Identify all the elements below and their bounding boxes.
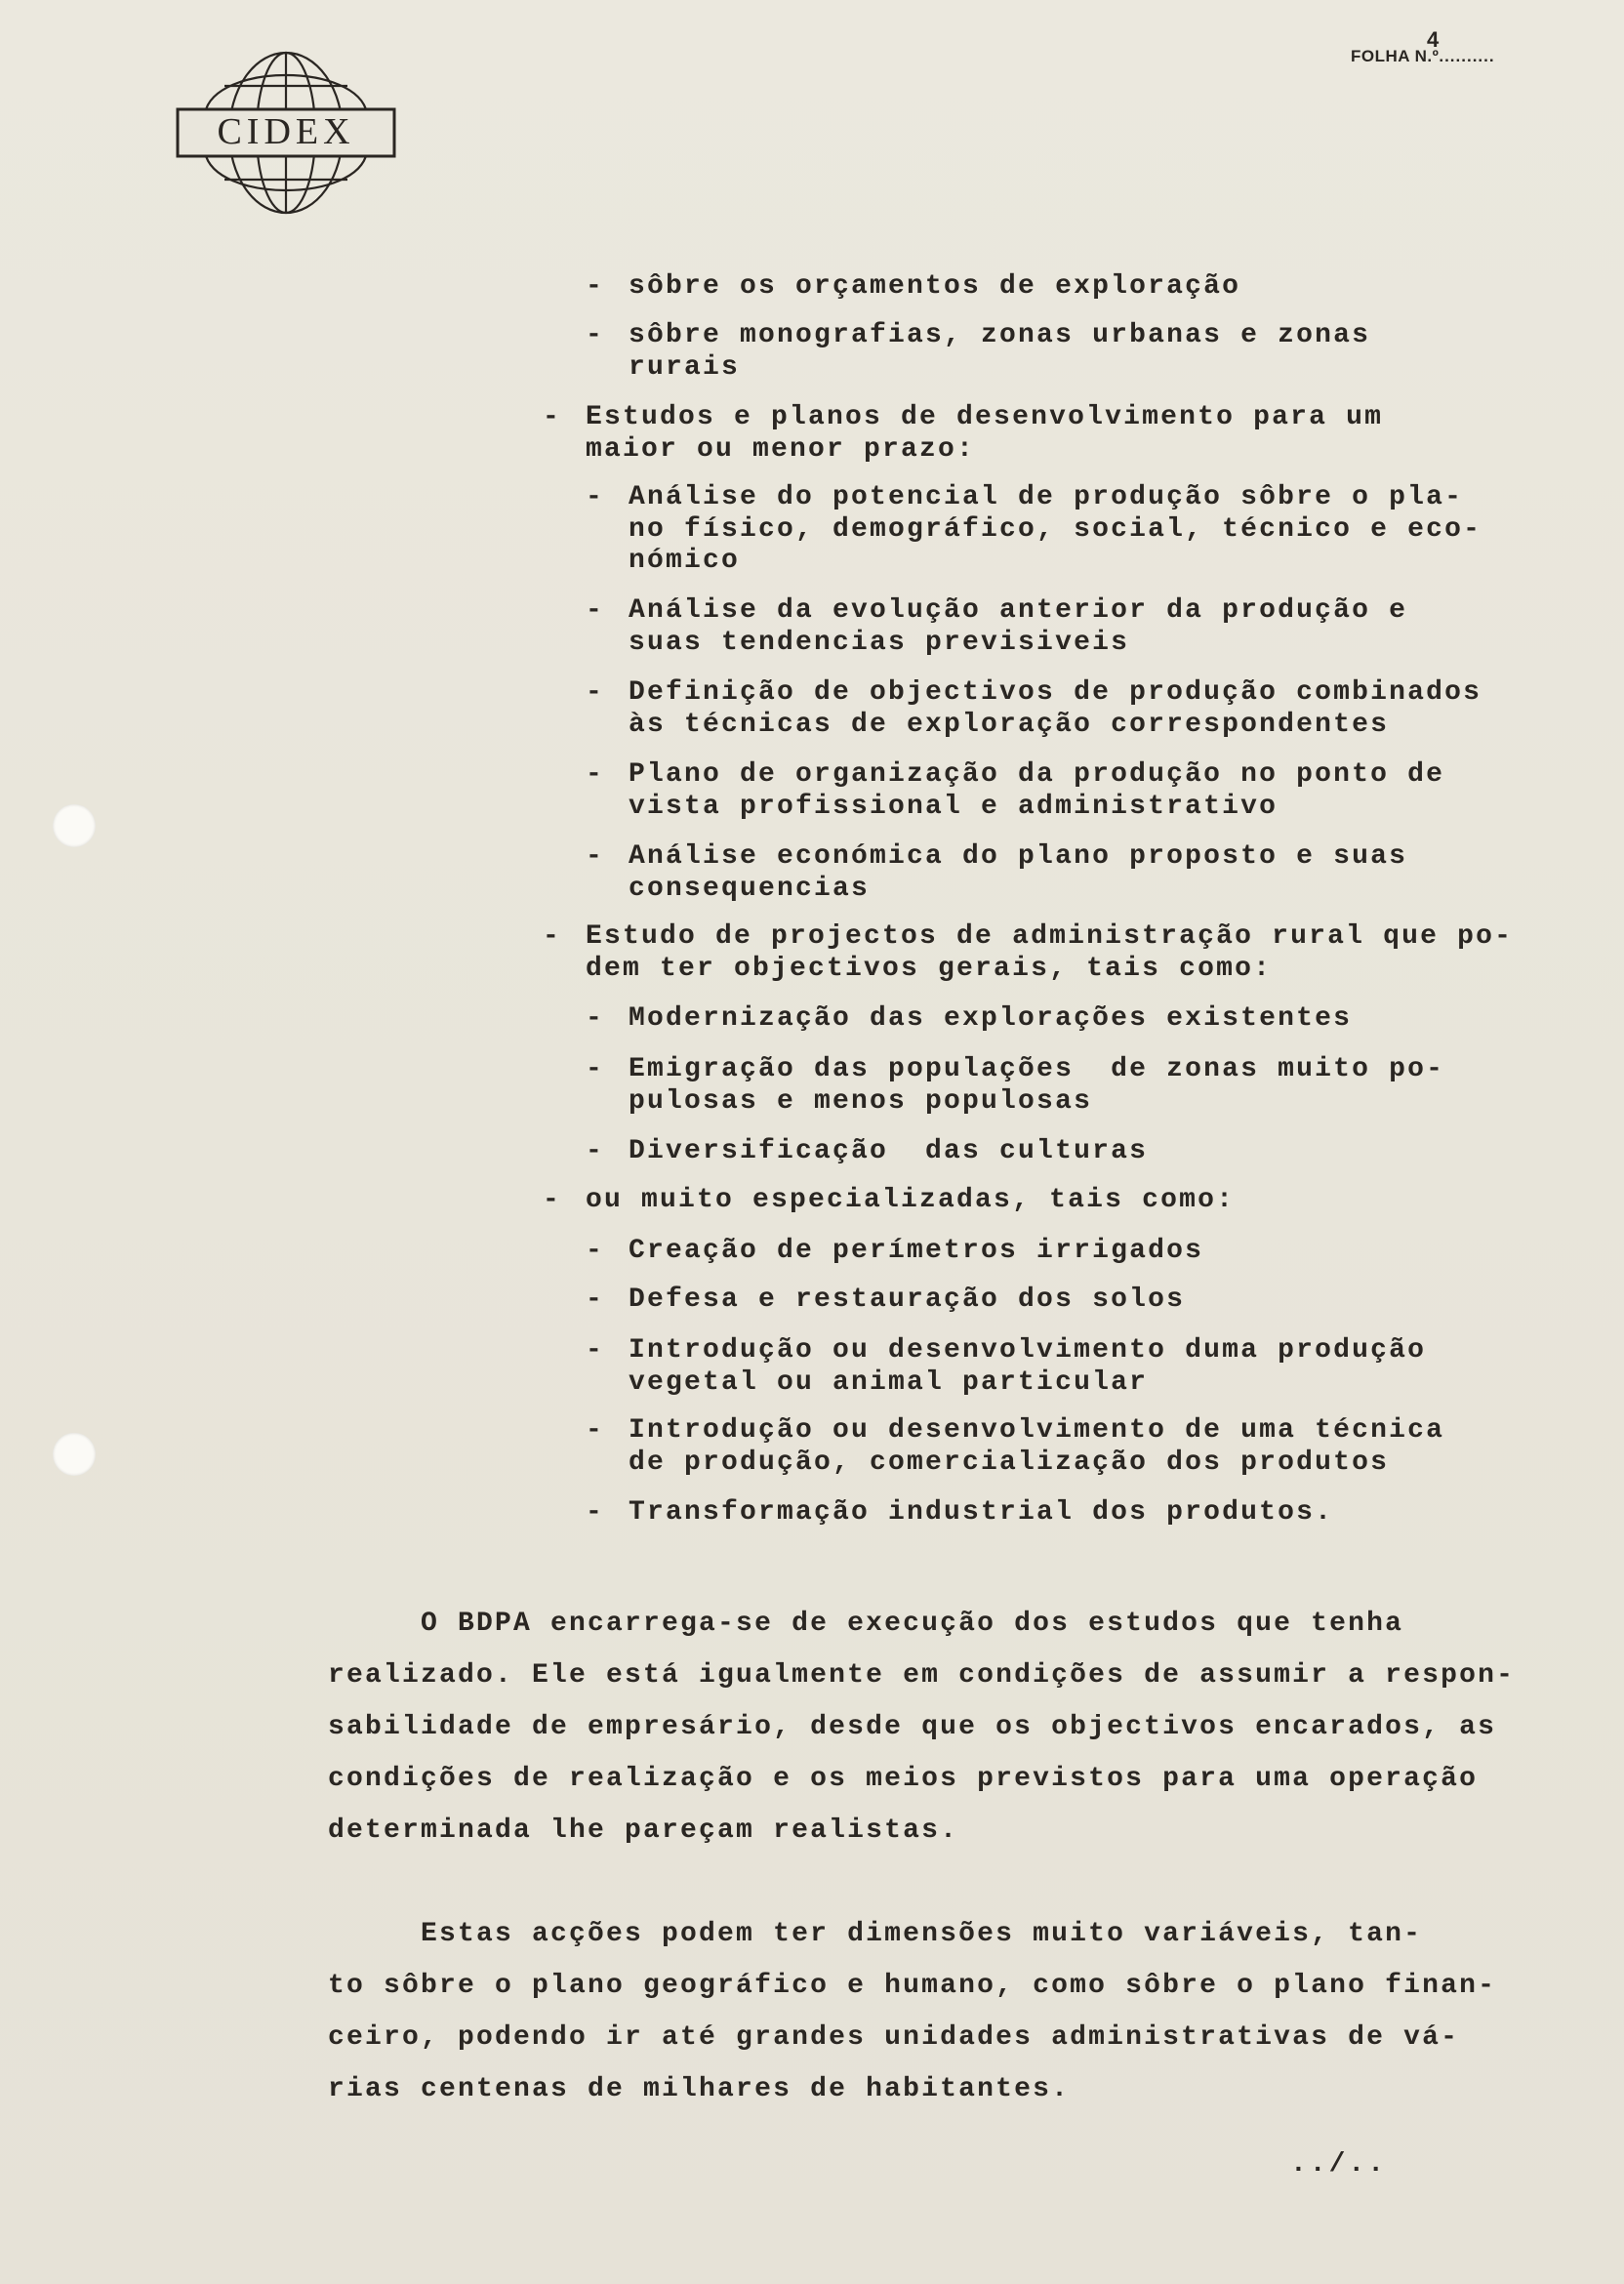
list-item-line: maior ou menor prazo: [586, 433, 976, 465]
list-item-line: Introdução ou desenvolvimento duma produção [629, 1335, 1427, 1366]
bullet-dash: - [586, 1003, 602, 1034]
list-item-line: rurais [629, 351, 741, 383]
list-item-line: consequencias [629, 873, 871, 904]
list-item-line: Análise económica do plano proposto e suas [629, 841, 1408, 872]
list-item-line: nómico [629, 546, 741, 576]
bullet-dash: - [586, 1497, 602, 1528]
page-number: 4 [1427, 27, 1440, 52]
bullet-dash: - [586, 320, 602, 350]
bullet-dash: - [586, 841, 602, 872]
list-item-line: Introdução ou desenvolvimento de uma técnica [629, 1415, 1445, 1446]
paragraph-line: O BDPA encarrega-se de execução dos estudos que tenha [328, 1609, 1404, 1639]
bullet-dash: - [586, 595, 602, 626]
bullet-dash: - [586, 271, 602, 302]
list-item-line: Análise da evolução anterior da produção e [629, 595, 1408, 626]
continuation-mark: ../.. [1290, 2149, 1388, 2180]
bullet-dash: - [586, 1136, 602, 1166]
bullet-dash: - [586, 759, 602, 790]
punch-hole-bottom [53, 1433, 96, 1476]
list-item-line: Transformação industrial dos produtos. [629, 1497, 1334, 1528]
bullet-dash: - [586, 1054, 602, 1084]
list-item-line: sôbre monografias, zonas urbanas e zonas [629, 320, 1371, 350]
bullet-dash: - [543, 402, 559, 432]
bullet-dash: - [586, 1415, 602, 1446]
punch-hole-top [53, 804, 96, 847]
paragraph-line: realizado. Ele está igualmente em condições de assumir a respon- [328, 1660, 1516, 1691]
list-item-line: Creação de perímetros irrigados [629, 1236, 1204, 1266]
list-item-line: Estudos e planos de desenvolvimento para um [586, 402, 1384, 432]
list-item-line: pulosas e menos populosas [629, 1085, 1093, 1117]
bullet-dash: - [586, 1335, 602, 1366]
paragraph-line: to sôbre o plano geográfico e humano, como sôbre o plano finan- [328, 1971, 1497, 2001]
list-item-line: Plano de organização da produção no ponto de [629, 759, 1445, 790]
list-item-line: Análise do potencial de produção sôbre o pla- [629, 482, 1464, 512]
folha-label: FOLHA N.º [1351, 47, 1440, 65]
cidex-logo [176, 43, 396, 215]
bullet-dash: - [543, 921, 559, 952]
paragraph-line: sabilidade de empresário, desde que os objectivos encarados, as [328, 1712, 1497, 1742]
list-item-line: vegetal ou animal particular [629, 1366, 1149, 1398]
list-item-line: ou muito especializadas, tais como: [586, 1185, 1236, 1215]
list-item-line: às técnicas de exploração correspondentes [629, 709, 1390, 740]
bullet-dash: - [586, 677, 602, 708]
folha-dots: .......... [1439, 47, 1495, 65]
bullet-dash: - [543, 1185, 559, 1215]
list-item-line: vista profissional e administrativo [629, 791, 1279, 822]
paragraph-line: determinada lhe pareçam realistas. [328, 1815, 959, 1846]
paragraph-line: ceiro, podendo ir até grandes unidades administrativas de vá- [328, 2022, 1460, 2053]
list-item-line: suas tendencias previsiveis [629, 627, 1130, 658]
list-item-line: Emigração das populações de zonas muito po- [629, 1054, 1445, 1084]
bullet-dash: - [586, 1236, 602, 1266]
list-item-line: Definição de objectivos de produção combinados [629, 677, 1482, 708]
bullet-dash: - [586, 1285, 602, 1315]
list-item-line: Modernização das explorações existentes [629, 1003, 1353, 1034]
list-item-line: Defesa e restauração dos solos [629, 1285, 1186, 1315]
list-item-line: de produção, comercialização dos produtos [629, 1447, 1390, 1478]
list-item-line: dem ter objectivos gerais, tais como: [586, 953, 1273, 984]
list-item-line: sôbre os orçamentos de exploração [629, 271, 1241, 302]
logo-text: CIDEX [217, 111, 355, 152]
paragraph-line: condições de realização e os meios previstos para uma operação [328, 1764, 1479, 1794]
list-item-line: Estudo de projectos de administração rural que po- [586, 921, 1514, 952]
bullet-dash: - [586, 482, 602, 512]
paragraph-line: rias centenas de milhares de habitantes. [328, 2074, 1071, 2104]
paragraph-line: Estas acções podem ter dimensões muito variáveis, tan- [328, 1919, 1423, 1949]
page-number-label [1351, 27, 1495, 66]
list-item-line: Diversificação das culturas [629, 1136, 1149, 1166]
list-item-line: no físico, demográfico, social, técnico e eco- [629, 513, 1482, 545]
